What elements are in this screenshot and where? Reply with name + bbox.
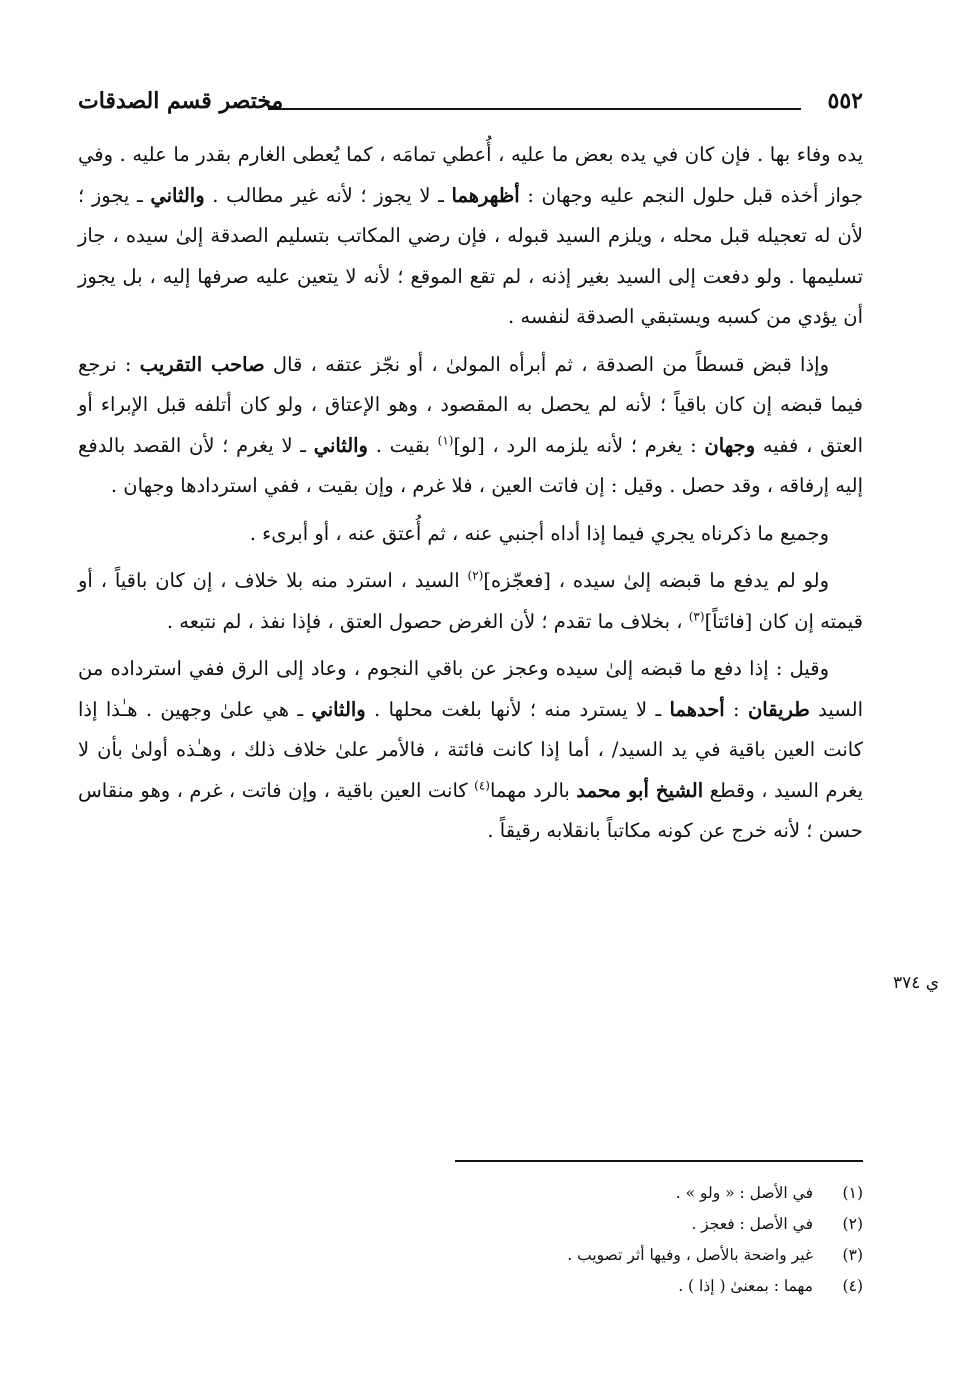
running-title: مختصر قسم الصدقات (78, 88, 284, 114)
text-run: ـ يجوز ؛ لأن له تعجيله قبل محله ، ويلزم السيد قبوله ، فإن رضي المكاتب بتسليم الصدقة إلىٰ سيده ، جاز تسليمها . ولو دفعت إلى السيد بغير إذنه ، لم تقع الموقع ؛ لأنه لا يتعين عليه صرفها إليه ، بل يجوز أن يؤدي من كسبه ويستبقي الصدقة لنفسه . (78, 183, 863, 328)
paragraph (78, 135, 863, 338)
footnote-text: مهما : بمعنىٰ ( إذا ) . (678, 1277, 813, 1295)
footnote-number: (٤) (842, 1277, 863, 1295)
footnote-text: غير واضحة بالأصل ، وفيها أثر تصويب . (567, 1246, 813, 1264)
text-run: ـ هي علىٰ وجهين . هـٰذا إذا كانت العين باقية في يد السيد/ ، أما إذا كانت فائتة ، فالأمر علىٰ خلاف ذلك ، وهـٰذه أولىٰ بأن لا يغرم السيد ، وقطع (78, 697, 864, 802)
text-run: ، بخلاف ما تقدم ؛ لأن الغرض حصول العتق ، فإذا نفذ ، لم نتبعه . (166, 609, 689, 633)
footnote (300, 1178, 863, 1209)
paragraph (78, 561, 863, 642)
text-run: ولو لم يدفع ما قبضه إلىٰ سيده ، [فعجّزه] (483, 569, 829, 592)
footnote-number: (٣) (842, 1246, 863, 1264)
text-run: كانت العين باقية ، وإن فاتت ، غرم ، وهو منقاس حسن ؛ لأنه خرج عن كونه مكاتباً بانقلابه رقيقاً . (78, 778, 863, 842)
running-header (78, 86, 863, 126)
text-run: يده وفاء بها . فإن كان في يده بعض ما عليه ، أُعطي تمامَه ، كما يُعطى الغارم بقدر ما عليه . وفي جواز أخذه قبل حلول النجم عليه وجهان : (78, 143, 864, 207)
text-run: السيد ، استرد منه بلا خلاف ، إن كان باقياً ، أو قيمته إن كان [فائتاً] (78, 569, 863, 633)
footnote-ref: (٤) (474, 778, 490, 792)
page-number: ٥٥٢ (827, 88, 863, 114)
footnote-ref: (١) (437, 433, 454, 447)
footnote (300, 1209, 863, 1240)
footnote-ref: (٢) (467, 568, 484, 583)
text-run: بالرد مهما (489, 778, 577, 802)
text-run: وإذا قبض قسطاً من الصدقة ، ثم أبرأه المولىٰ ، أو نجّز عتقه ، قال (264, 352, 829, 376)
footnote (300, 1240, 863, 1271)
text-run: وقيل : إذا دفع ما قبضه إلىٰ سيده وعجز عن باقي النجوم ، وعاد إلى الرق ففي استرداده من السيد (78, 657, 863, 721)
text-run: وجميع ما ذكرناه يجري فيما إذا أداه أجنبي عنه ، ثم أُعتق عنه ، أو أبرىء . (249, 521, 829, 545)
text-run: ـ لا يسترد منه ؛ لأنها بلغت محلها . (365, 697, 670, 721)
footnote-text: في الأصل : « ولو » . (675, 1184, 813, 1202)
footnote-text: في الأصل : فعجز . (691, 1215, 813, 1233)
text-run: ـ لا يجوز ؛ لأنه غير مطالب . (204, 183, 452, 207)
bold-term: الشيخ أبو محمد (576, 778, 704, 802)
footnote-number: (٢) (842, 1215, 863, 1233)
main-text (78, 135, 863, 852)
paragraph (78, 514, 863, 555)
footnote-number: (١) (842, 1184, 863, 1202)
text-run: بقيت . (367, 433, 438, 457)
bold-term: وجهان (704, 433, 756, 457)
bold-term: والثاني (313, 433, 368, 457)
bold-term: صاحب التقريب (139, 352, 265, 376)
bold-term: والثاني (311, 697, 366, 721)
bold-term: طريقان (747, 697, 810, 721)
bold-term: أحدهما (669, 697, 725, 721)
footnote-separator (455, 1160, 863, 1162)
text-run: : يغرم ؛ لأنه يلزمه الرد ، [لو] (453, 433, 705, 457)
text-run: : نرجع فيما قبضه إن كان باقياً ؛ لأنه لم يحصل به المقصود ، وهو الإعتاق ، ولو كان أتلفه قبل الإبراء أو العتق ، ففيه (78, 352, 863, 457)
footnote (300, 1271, 863, 1302)
footnotes (300, 1178, 863, 1302)
paragraph (78, 345, 863, 507)
bold-term: أظهرهما (451, 183, 520, 207)
text-run: : (724, 697, 748, 721)
header-rule (268, 108, 801, 110)
paragraph (78, 649, 863, 852)
margin-manuscript-ref: ي ٣٧٤ (893, 973, 940, 993)
text-run: ـ لا يغرم ؛ لأن القصد بالدفع إليه إرفاقه ، وقد حصل . وقيل : إن فاتت العين ، فلا غرم ، وإن بقيت ، ففي استردادها وجهان . (78, 433, 863, 497)
footnote-ref: (٣) (688, 609, 705, 623)
bold-term: والثاني (150, 183, 205, 207)
